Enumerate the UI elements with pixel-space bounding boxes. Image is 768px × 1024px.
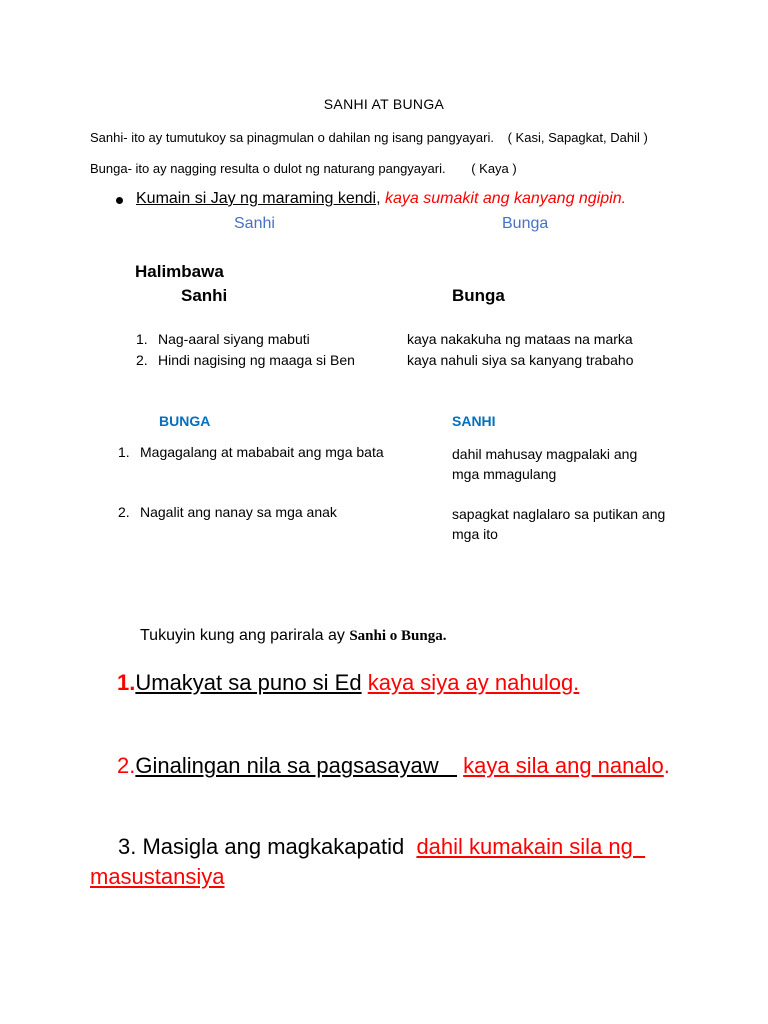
table-row <box>118 444 384 460</box>
example-cause: Kumain si Jay ng maraming kendi <box>136 190 377 207</box>
question-effect: dahil kumakain sila ng <box>416 834 646 859</box>
table-row <box>118 504 337 520</box>
list-item-right: kaya nahuli siya sa kanyang trabaho <box>407 352 634 368</box>
definition-bunga-text: Bunga- ito ay nagging resulta o dulot ng naturang pangyayari. <box>90 161 446 176</box>
table-cell-right: sapagkat naglalaro sa putikan ang mga ito <box>452 506 666 542</box>
instruction-text: Tukuyin kung ang parirala ay <box>140 627 345 644</box>
halimbawa-col-bunga: Bunga <box>452 286 505 305</box>
list-number: 1. <box>136 331 148 347</box>
list-item-left: Hindi nagising ng maaga si Ben <box>158 352 355 368</box>
question-effect: kaya sila ang nanalo <box>463 753 664 778</box>
question-3 <box>118 834 645 860</box>
question-cause: Masigla ang magkakapatid <box>142 834 405 859</box>
example-sentence <box>136 190 626 208</box>
list-number: 1. <box>118 444 130 460</box>
definition-sanhi-keywords: ( Kasi, Sapagkat, Dahil ) <box>507 130 648 145</box>
table-col-sanhi: SANHI <box>452 413 496 429</box>
list-number: 2. <box>136 352 148 368</box>
instruction-emphasis: Sanhi o Bunga. <box>349 628 447 644</box>
definition-bunga-keywords: ( Kaya ) <box>471 161 517 176</box>
question-effect-continued: masustansiya <box>90 864 225 889</box>
question-1 <box>117 670 579 696</box>
question-end-period: . <box>663 753 670 778</box>
table-cell-left: Magagalang at mababait ang mga bata <box>140 444 384 460</box>
instruction <box>140 627 446 645</box>
list-item <box>136 352 355 368</box>
question-number: 2. <box>117 753 136 778</box>
example-effect-label: Bunga <box>502 215 549 232</box>
question-3-continued <box>90 864 225 890</box>
example-comma: , <box>376 190 381 207</box>
list-item-left: Nag-aaral siyang mabuti <box>158 331 310 347</box>
definition-sanhi-text: Sanhi- ito ay tumutukoy sa pinagmulan o dahilan ng isang pangyayari. <box>90 130 494 145</box>
question-cause: Umakyat sa puno si Ed <box>135 670 362 695</box>
list-item <box>136 331 310 347</box>
bullet-icon <box>116 197 123 204</box>
table-col-bunga: BUNGA <box>159 413 211 429</box>
definition-sanhi <box>90 130 648 145</box>
list-number: 2. <box>118 504 130 520</box>
question-effect: kaya siya ay nahulog. <box>367 670 580 695</box>
question-number: 1. <box>117 670 136 695</box>
definition-bunga <box>90 161 517 176</box>
halimbawa-col-sanhi: Sanhi <box>181 286 228 305</box>
question-cause: Ginalingan nila sa pagsasayaw <box>135 753 458 778</box>
page-title: SANHI AT BUNGA <box>323 96 445 112</box>
halimbawa-heading: Halimbawa <box>135 262 224 281</box>
example-effect: kaya sumakit ang kanyang ngipin. <box>385 190 627 207</box>
table-cell-left: Nagalit ang nanay sa mga anak <box>140 504 337 520</box>
question-number: 3. <box>118 834 137 859</box>
question-2 <box>117 753 670 779</box>
table-cell-right: dahil mahusay magpalaki ang mga mmagulang <box>452 446 638 482</box>
example-cause-label: Sanhi <box>234 215 275 232</box>
list-item-right: kaya nakakuha ng mataas na marka <box>407 331 633 347</box>
